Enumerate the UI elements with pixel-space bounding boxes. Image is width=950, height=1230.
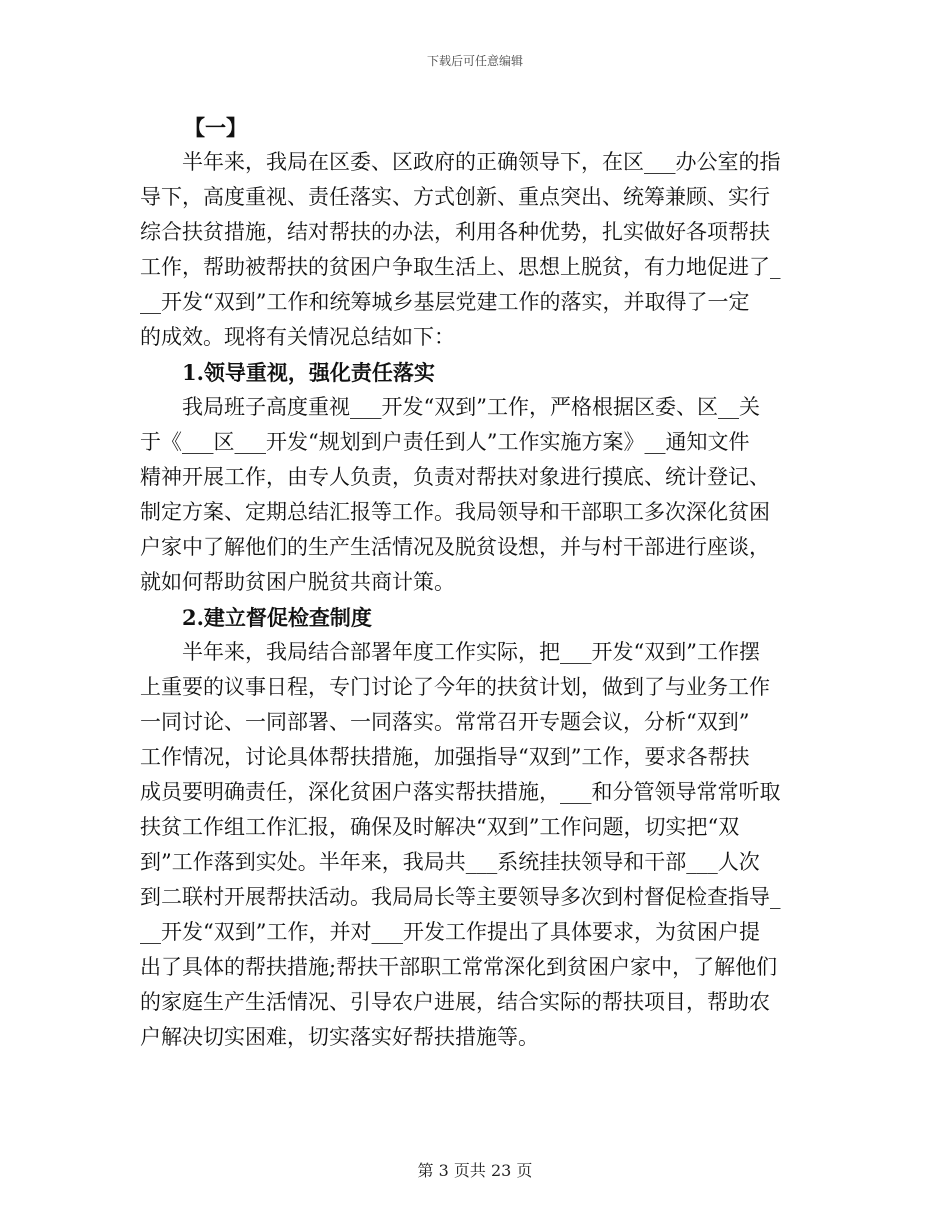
heading-1: 1.领导重视，强化责任落实 [140, 360, 435, 385]
text-line: 户解决切实困难，切实落实好帮扶措施等。 [140, 1025, 539, 1049]
text-line: 一同讨论、一同部署、一同落实。常常召开专题会议，分析“双到” [140, 710, 750, 734]
text-line: __开发“双到”工作和统筹城乡基层党建工作的落实，并取得了一定 [140, 290, 750, 314]
text-line: 扶贫工作组工作汇报，确保及时解决“双到”工作问题，切实把“双 [140, 815, 740, 839]
text-line: 半年来，我局结合部署年度工作实际，把___开发“双到”工作摆 [140, 640, 760, 664]
text-line: 制定方案、定期总结汇报等工作。我局领导和干部职工多次深化贫困 [140, 500, 770, 524]
text-line: 综合扶贫措施，结对帮扶的办法，利用各种优势，扎实做好各项帮扶 [140, 220, 770, 244]
heading-2: 2.建立督促检查制度 [140, 605, 372, 630]
section-marker: 【一】 [184, 115, 247, 140]
text-line: 到”工作落到实处。半年来，我局共___系统挂扶领导和干部___人次 [140, 850, 760, 874]
text-line: 我局班子高度重视___开发“双到”工作，严格根据区委、区__关 [140, 395, 760, 419]
page-footer: 第 3 页共 23 页 [417, 1161, 533, 1180]
intro-paragraph [140, 145, 810, 355]
text-line: 上重要的议事日程，专门讨论了今年的扶贫计划，做到了与业务工作 [140, 675, 770, 699]
text-line: 到二联村开展帮扶活动。我局局长等主要领导多次到村督促检查指导_ [140, 885, 781, 909]
text-line: 成员要明确责任，深化贫困户落实帮扶措施，___和分管领导常常听取 [140, 780, 781, 804]
text-line: 工作情况，讨论具体帮扶措施，加强指导“双到”工作，要求各帮扶 [140, 745, 750, 769]
text-line: 就如何帮助贫困户脱贫共商计策。 [140, 570, 455, 594]
page-header: 下载后可任意编辑 [426, 54, 523, 68]
text-line: 的家庭生产生活情况、引导农户进展，结合实际的帮扶项目，帮助农 [140, 990, 770, 1014]
paragraph-1 [140, 390, 810, 600]
text-line: 导下，高度重视、责任落实、方式创新、重点突出、统筹兼顾、实行 [140, 185, 770, 209]
text-line: 精神开展工作，由专人负责，负责对帮扶对象进行摸底、统计登记、 [140, 465, 770, 489]
text-line: 出了具体的帮扶措施;帮扶干部职工常常深化到贫困户家中，了解他们 [140, 955, 778, 979]
text-line: 户家中了解他们的生产生活情况及脱贫设想，并与村干部进行座谈， [140, 535, 770, 559]
paragraph-2 [140, 635, 810, 1055]
text-line: 工作，帮助被帮扶的贫困户争取生活上、思想上脱贫，有力地促进了_ [140, 255, 781, 279]
document-body [140, 110, 810, 1055]
text-line: 于《___区___开发“规划到户责任到人”工作实施方案》__通知文件 [140, 430, 750, 454]
text-line: 半年来，我局在区委、区政府的正确领导下，在区___办公室的指 [140, 150, 781, 174]
text-line: 的成效。现将有关情况总结如下： [140, 325, 455, 349]
text-line: __开发“双到”工作，并对___开发工作提出了具体要求，为贫困户提 [140, 920, 760, 944]
